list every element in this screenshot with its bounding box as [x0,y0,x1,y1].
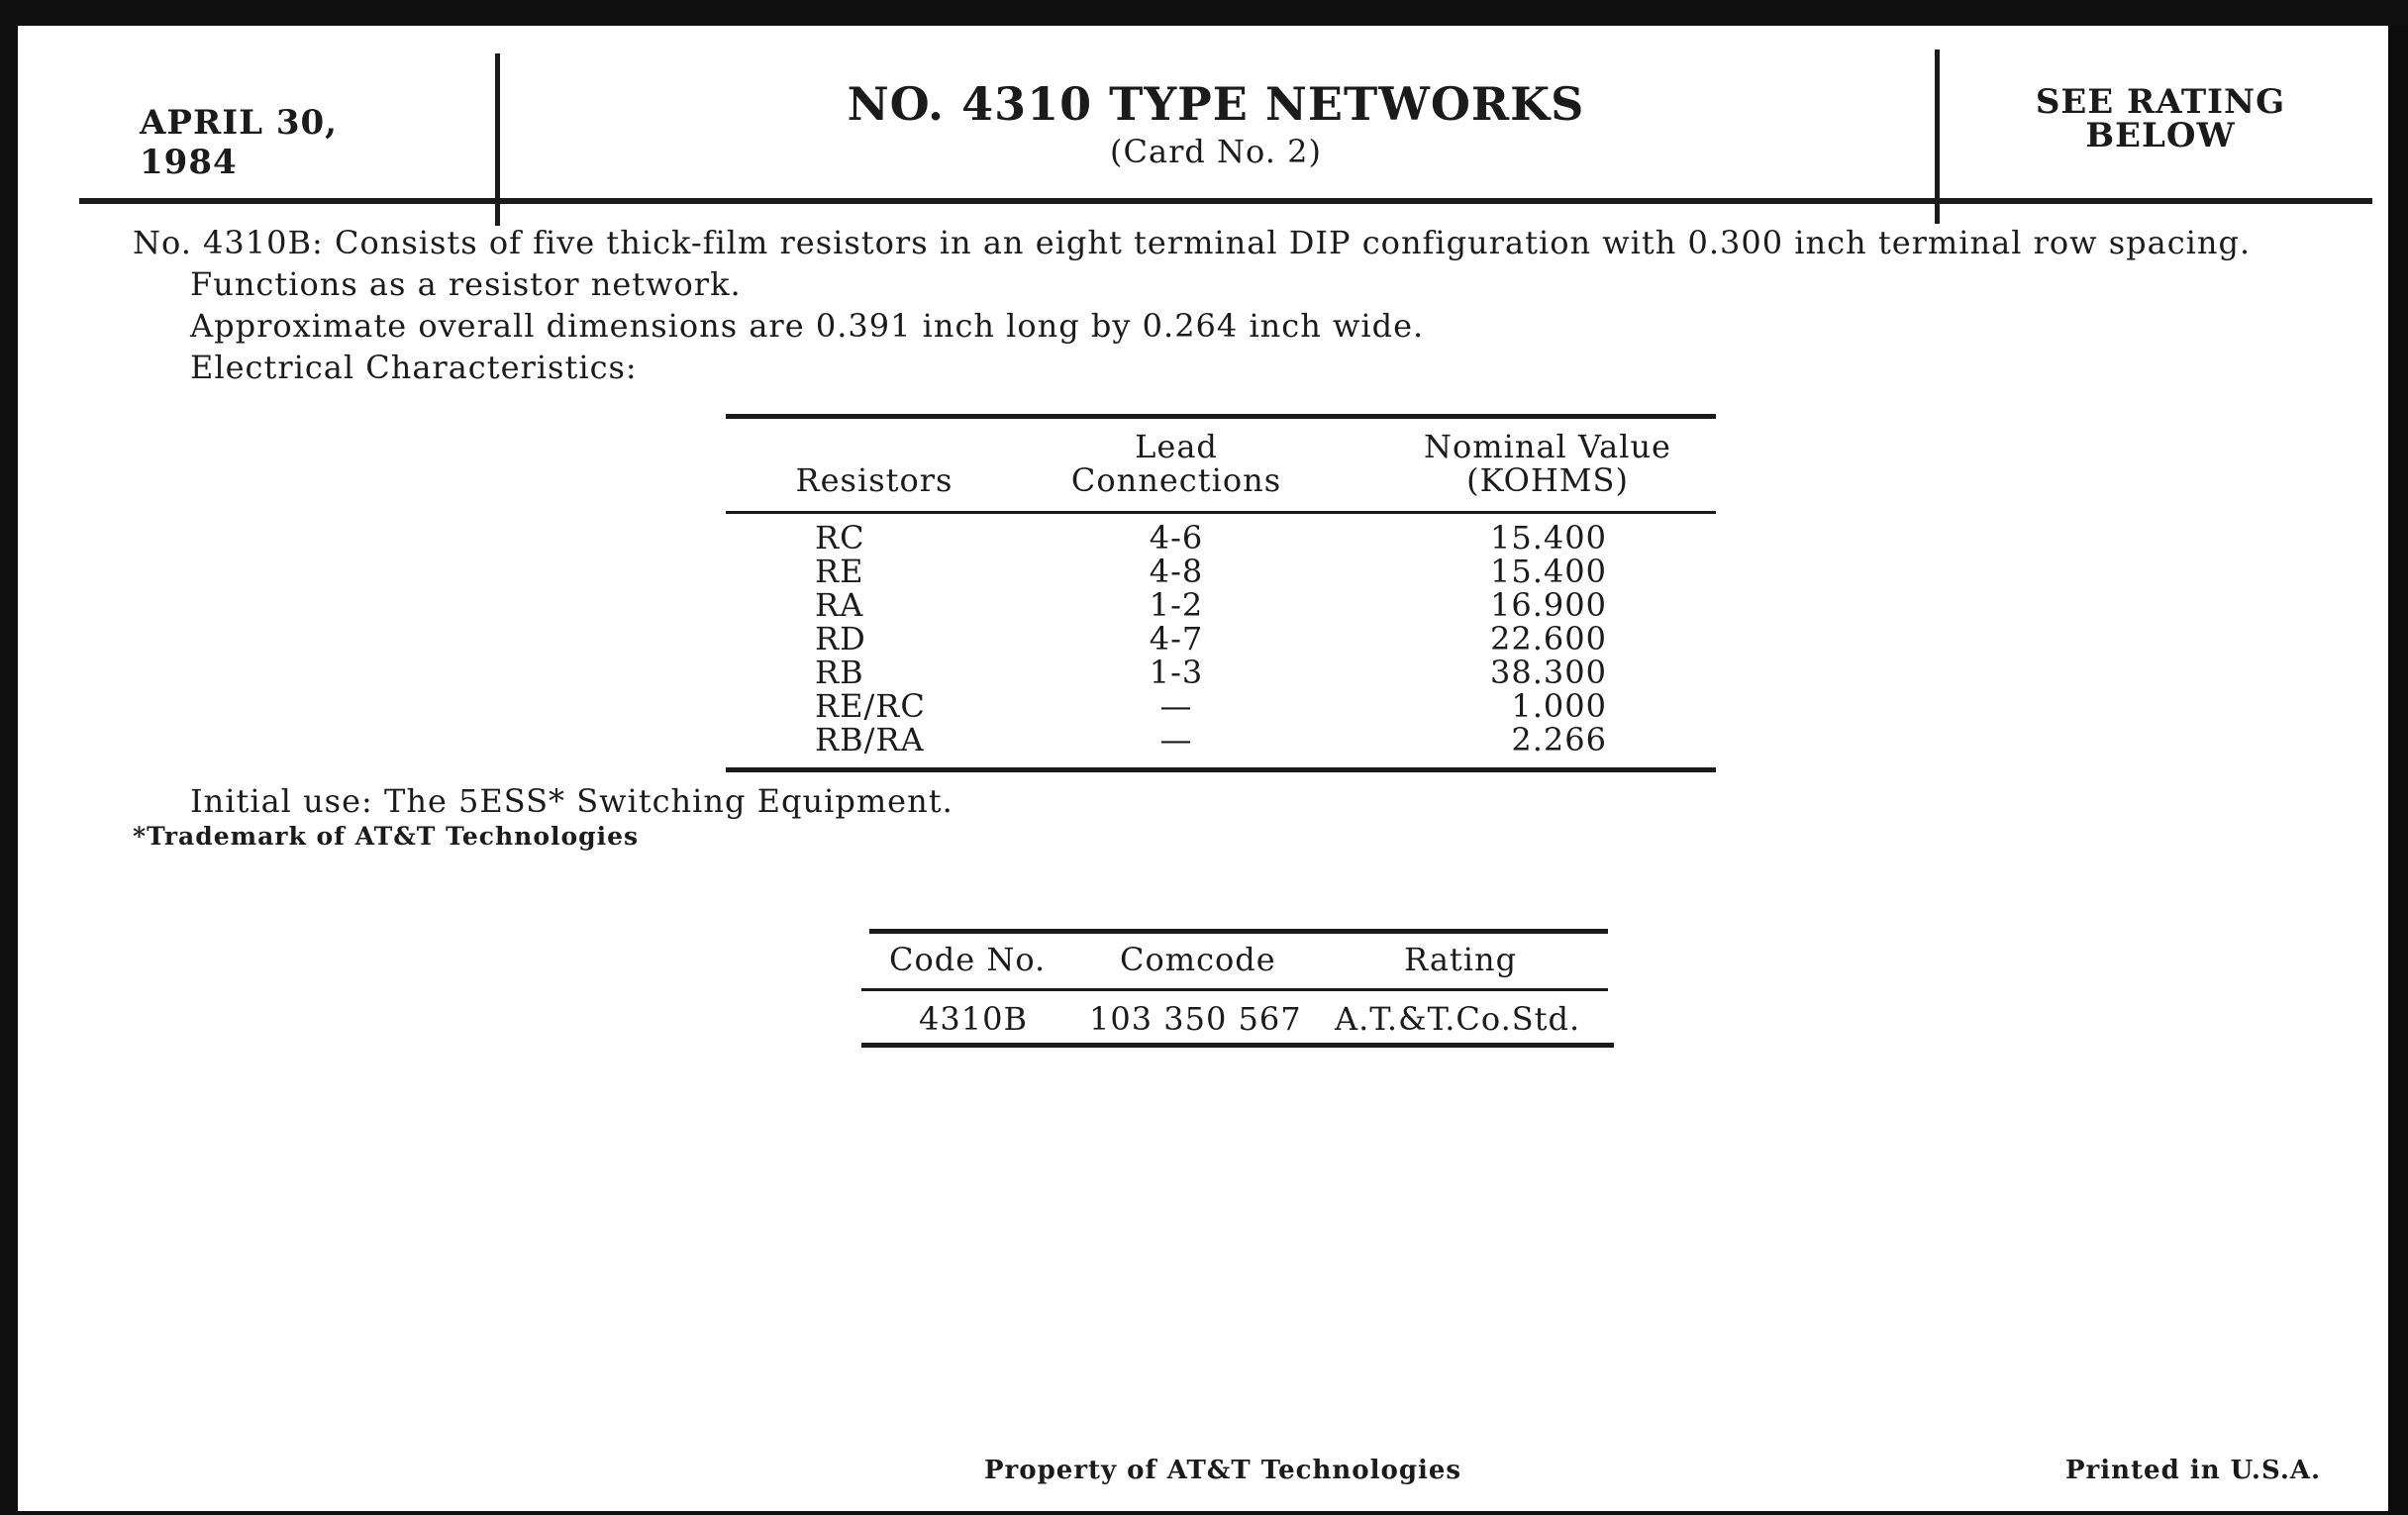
lead-connection: 1-2 [1149,586,1204,624]
lead-connection: 4-7 [1149,620,1204,657]
resistor-name: RE [815,553,864,590]
table-row [726,521,1716,555]
scan-edge [2388,26,2408,1515]
rating-note-line2: BELOW [2085,116,2236,155]
nominal-value: 38.300 [1490,654,1607,691]
card-title: NO. 4310 TYPE NETWORKS [847,77,1585,131]
table-row [726,622,1716,656]
table-row [726,588,1716,622]
column-header-resistors: Resistors [795,461,953,499]
nominal-value: 15.400 [1490,519,1607,556]
table-rule-bottom [726,767,1716,772]
trademark-footnote: *Trademark of AT&T Technologies [133,822,640,851]
resistor-name: RB [815,654,864,691]
code-table-rule-top [869,929,1608,934]
lead-connection: 4-8 [1149,553,1204,590]
nominal-value: 15.400 [1490,553,1607,590]
lead-connection: — [1159,721,1193,758]
resistor-name: RB/RA [815,721,925,758]
resistor-name: RA [815,586,864,624]
resistor-name: RD [815,620,866,657]
table-row [726,555,1716,588]
column-header-lead-1: Lead [1135,428,1218,465]
lead-connection: — [1159,687,1193,725]
column-header-rating: Rating [1404,941,1518,978]
description-line-3: Approximate overall dimensions are 0.391 inch long by 0.264 inch wide. [190,307,1425,345]
column-header-nominal-2: (KOHMS) [1466,461,1629,499]
description-line-2: Functions as a resistor network. [190,265,742,303]
column-header-lead-2: Connections [1070,461,1282,499]
column-header-comcode: Comcode [1120,941,1276,978]
card-date: APRIL 30, 1984 [140,103,339,182]
property-notice: Property of AT&T Technologies [984,1456,1462,1485]
resistor-name: RE/RC [815,687,926,725]
nominal-value: 22.600 [1490,620,1607,657]
description-line-4: Electrical Characteristics: [190,349,638,386]
description-line-1: No. 4310B: Consists of five thick-film resistors in an eight terminal DIP configuration with 0.300 inch terminal row spacing. [133,224,2252,261]
table-row [726,723,1716,757]
code-table-rule-bottom [861,1043,1614,1048]
nominal-value: 1.000 [1511,687,1607,725]
lead-connection: 1-3 [1149,654,1204,691]
nominal-value: 2.266 [1511,721,1607,758]
document-card [18,26,2388,1511]
header-rule [79,198,2372,204]
printed-notice: Printed in U.S.A. [2065,1456,2322,1485]
initial-use-text: Initial use: The 5ESS* Switching Equipment. [190,782,953,820]
nominal-value: 16.900 [1490,586,1607,624]
code-table-rule-header [861,988,1608,991]
table-rule-top [726,414,1716,419]
column-header-nominal-1: Nominal Value [1424,428,1671,465]
rating-note-line1: SEE RATING [2035,82,2286,122]
card-subtitle: (Card No. 2) [1110,133,1322,170]
lead-connection: 4-6 [1149,519,1204,556]
rating-note [1943,82,2378,155]
rating-value: A.T.&T.Co.Std. [1335,1000,1581,1038]
code-number: 4310B [919,1000,1028,1038]
column-header-code: Code No. [889,941,1047,978]
table-rule-header [726,511,1716,514]
table-row [726,689,1716,723]
table-row [726,656,1716,689]
resistor-name: RC [815,519,865,556]
comcode-value: 103 350 567 [1089,1000,1302,1038]
